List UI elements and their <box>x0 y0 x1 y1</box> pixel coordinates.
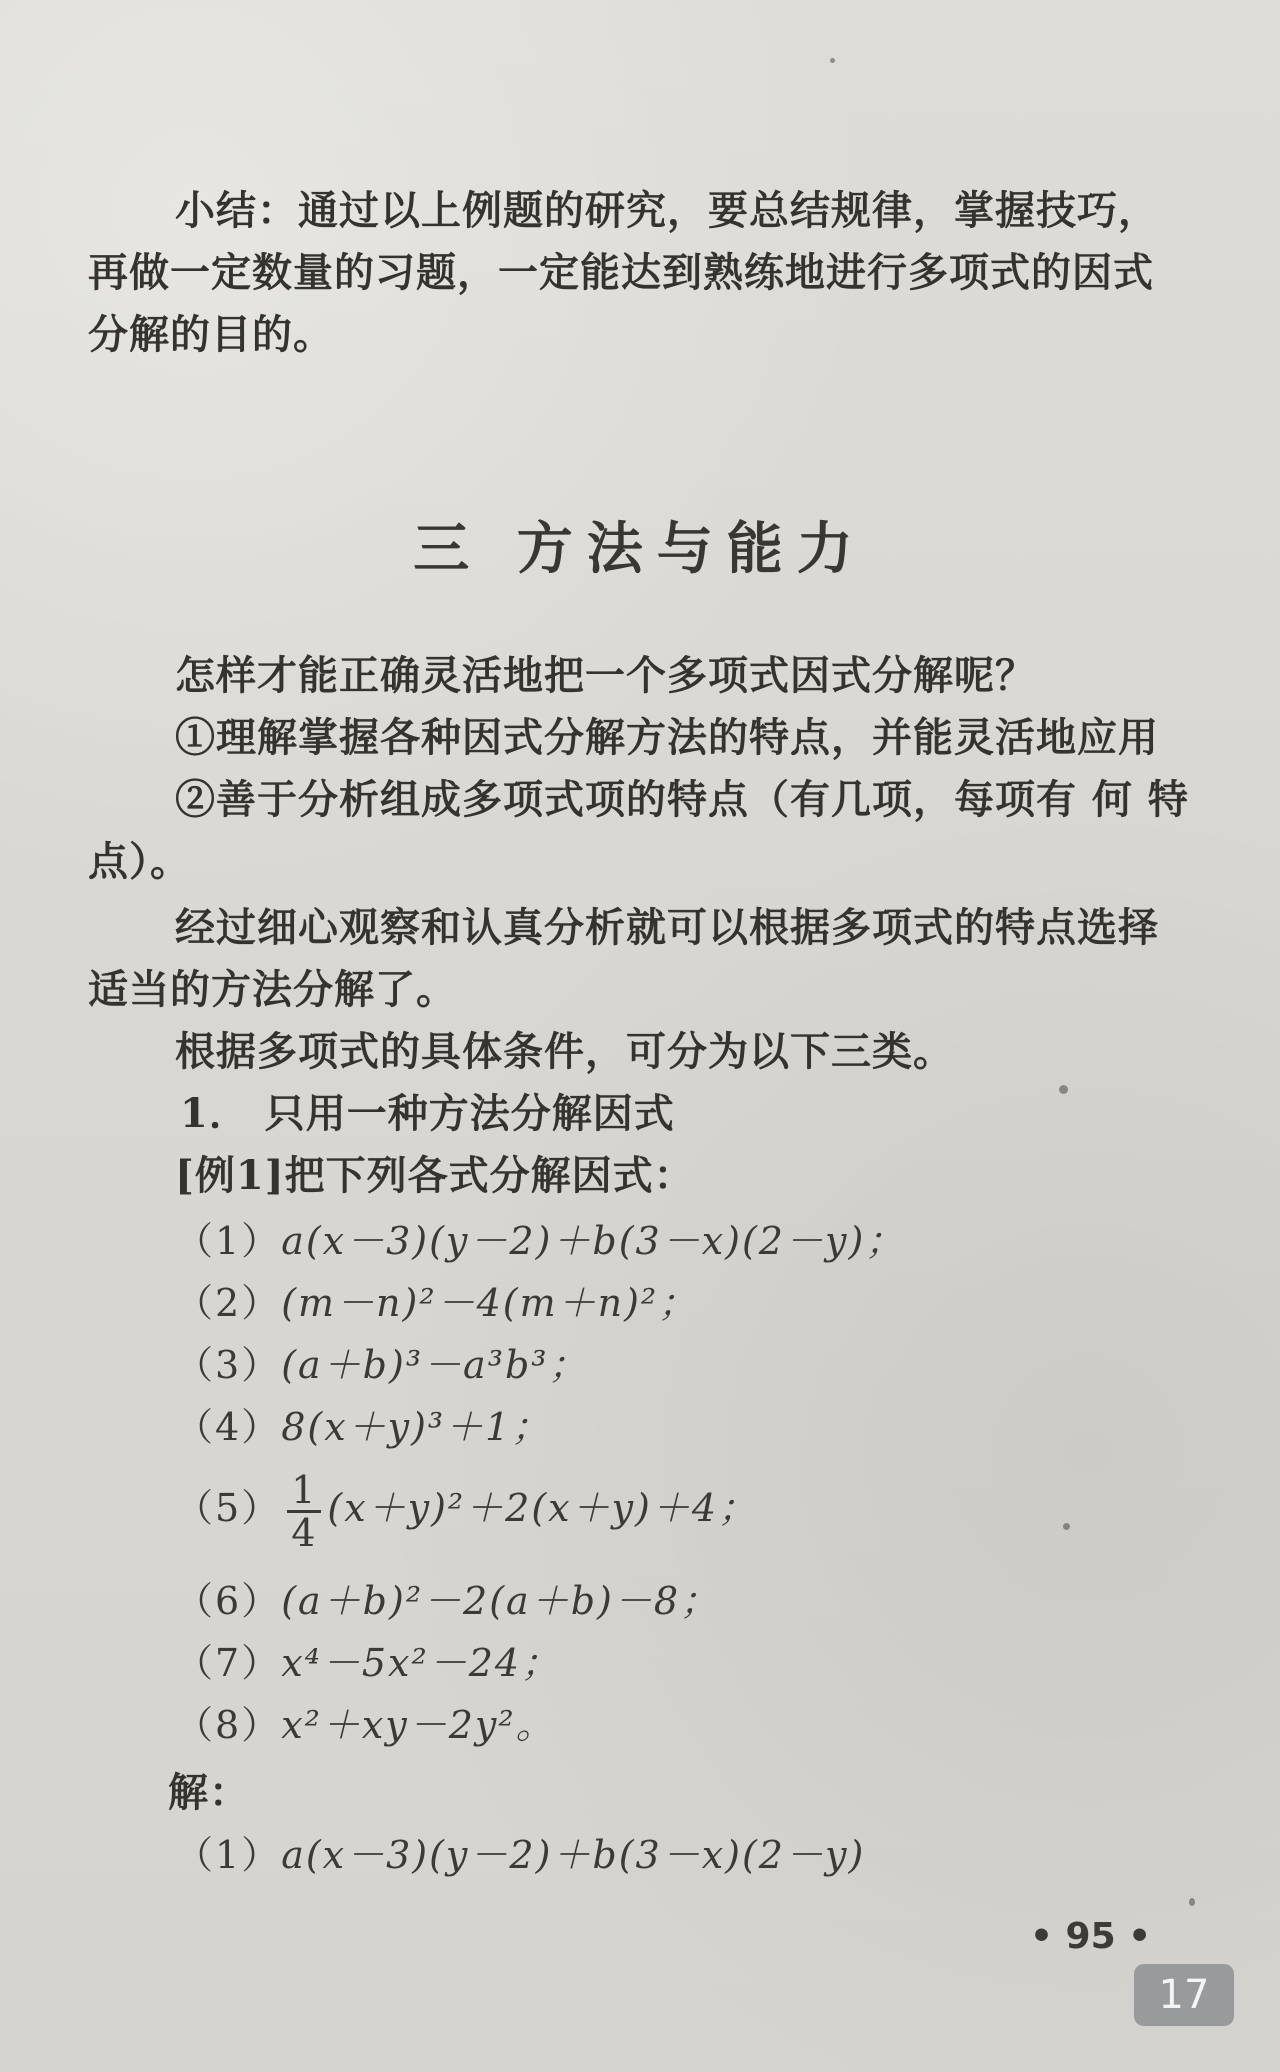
problem-5-numerator: 1 <box>287 1470 321 1513</box>
page-number: • 95 • <box>1030 1916 1152 1957</box>
observe-line-1: 经过细心观察和认真分析就可以根据多项式的特点选择 <box>175 904 1159 951</box>
summary-line-1: 小结：通过以上例题的研究，要总结规律，掌握技巧， <box>175 187 1159 234</box>
summary-line-3: 分解的目的。 <box>88 311 334 358</box>
section-title: 三 方法与能力 <box>413 516 867 582</box>
problem-1-label: （1） <box>175 1219 282 1263</box>
problem-7-label: （7） <box>175 1641 282 1685</box>
problem-4-expression: 8(x＋y)³＋1； <box>281 1405 552 1449</box>
speck <box>1189 1898 1195 1906</box>
question-text: 怎样才能正确灵活地把一个多项式因式分解呢？ <box>175 652 1036 699</box>
point-2-line-2: 点）。 <box>88 838 191 885</box>
problem-2-label: （2） <box>175 1281 282 1325</box>
solution-label: 解： <box>168 1769 250 1816</box>
point-2-line-1: ②善于分析组成多项式项的特点（有几项，每项有 何 特 <box>175 776 1189 823</box>
problem-4-label: （4） <box>175 1405 282 1449</box>
problem-5-denominator: 4 <box>291 1511 318 1555</box>
example-intro: [例1]把下列各式分解因式： <box>175 1152 695 1199</box>
speck <box>1063 1523 1070 1530</box>
problem-8 <box>175 1694 556 1756</box>
problem-6 <box>175 1570 720 1632</box>
problem-5 <box>175 1470 758 1553</box>
speck <box>1059 1085 1068 1094</box>
problem-2-expression: (m－n)²－4(m＋n)²； <box>281 1281 699 1325</box>
problem-1-expression: a(x－3)(y－2)＋b(3－x)(2－y)； <box>281 1219 906 1263</box>
problem-5-label: （5） <box>175 1486 282 1530</box>
solution-1-expression: a(x－3)(y－2)＋b(3－x)(2－y) <box>281 1833 866 1877</box>
point-1: ①理解掌握各种因式分解方法的特点，并能灵活地应用 <box>175 714 1159 761</box>
problem-5-expression: (x＋y)²＋2(x＋y)＋4； <box>327 1486 759 1530</box>
summary-line-2: 再做一定数量的习题，一定能达到熟练地进行多项式的因式 <box>88 249 1154 296</box>
page-index-badge[interactable]: 17 <box>1134 1964 1234 2026</box>
categories-text: 根据多项式的具体条件，可分为以下三类。 <box>175 1028 954 1075</box>
problem-7-expression: x⁴－5x²－24； <box>281 1641 562 1685</box>
problem-4 <box>175 1396 551 1458</box>
problem-6-expression: (a＋b)²－2(a＋b)－8； <box>281 1579 721 1623</box>
problem-6-label: （6） <box>175 1579 282 1623</box>
problem-5-fraction <box>287 1470 321 1553</box>
solution-1 <box>175 1824 865 1886</box>
problem-8-expression: x²＋xy－2y²。 <box>281 1703 556 1747</box>
problem-3-label: （3） <box>175 1343 282 1387</box>
speck <box>830 58 835 63</box>
observe-line-2: 适当的方法分解了。 <box>88 966 457 1013</box>
subheading: 1． 只用一种方法分解因式 <box>180 1090 675 1137</box>
problem-8-label: （8） <box>175 1703 282 1747</box>
problem-3-expression: (a＋b)³－a³b³； <box>281 1343 589 1387</box>
problem-7 <box>175 1632 561 1694</box>
problem-3 <box>175 1334 589 1396</box>
problem-2 <box>175 1272 698 1334</box>
solution-1-label: （1） <box>175 1833 282 1877</box>
problem-1 <box>175 1210 905 1272</box>
